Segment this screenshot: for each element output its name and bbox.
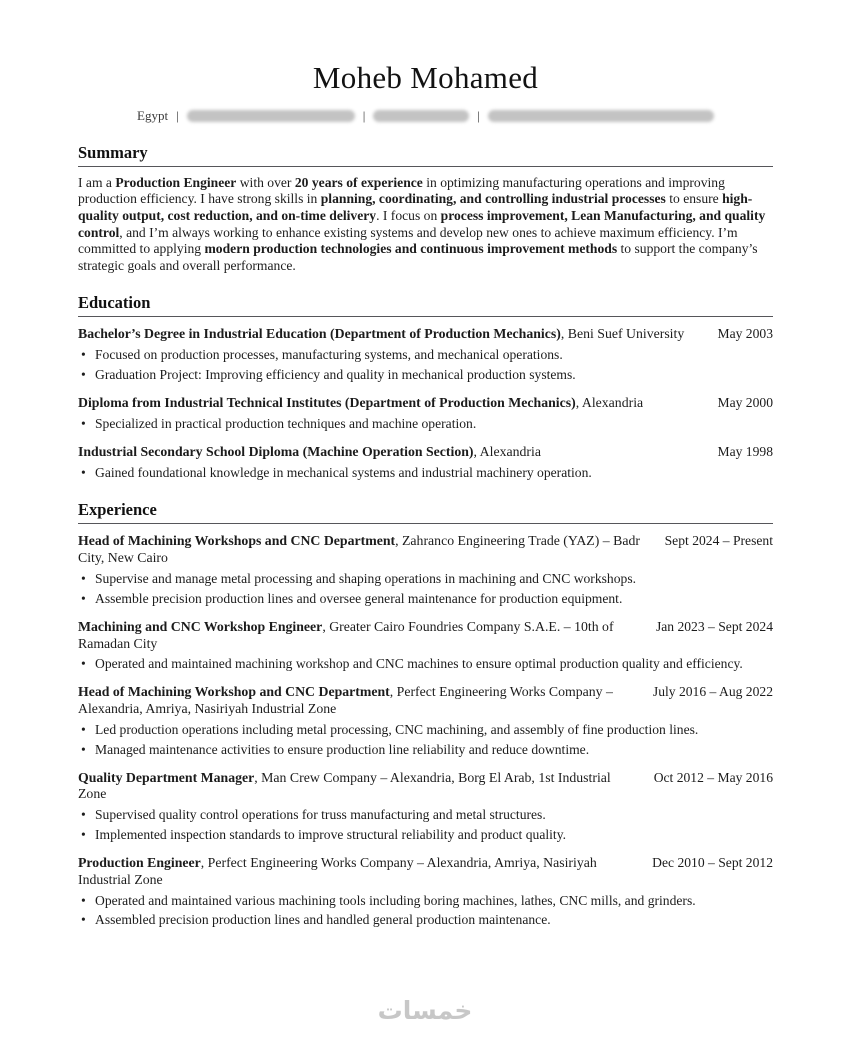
contact-separator: |: [176, 107, 179, 123]
summary-text: . I focus on: [376, 207, 441, 223]
entry-title-bold: Industrial Secondary School Diploma (Machine Operation Section): [78, 443, 474, 459]
entry-date: May 2003: [717, 326, 773, 342]
entry-title: [78, 855, 652, 889]
entry-title-rest: , Alexandria: [575, 395, 644, 410]
summary-text-bold: 20 years of experience: [294, 174, 423, 190]
entry-title-bold: Head of Machining Workshops and CNC Department: [78, 533, 396, 549]
bullet-item: • Assemble precision production lines and oversee general maintenance for production equipment.: [78, 591, 773, 608]
education-entry: [78, 395, 773, 433]
section-heading-education: Education: [78, 293, 773, 317]
entry-bullets: [78, 656, 773, 673]
entry-title-bold: Bachelor’s Degree in Industrial Education (Department of Production Mechanics): [78, 326, 561, 342]
entry-bullets: [78, 893, 773, 930]
bullet-item: • Operated and maintained various machining tools including boring machines, lathes, CNC mills, and grinders.: [78, 893, 773, 910]
entry-title: [78, 533, 665, 567]
entry-header: [78, 770, 773, 804]
entry-title: [78, 326, 717, 343]
entry-date: Jan 2023 – Sept 2024: [655, 618, 773, 634]
page-title: Moheb Mohamed: [312, 60, 539, 95]
experience-entry: [78, 855, 773, 929]
entry-title: [78, 444, 717, 461]
entry-title-rest: , Beni Suef University: [560, 326, 685, 342]
entry-title-rest: , Perfect Engineering Works Company – Alexandria, Amriya, Nasiriyah Industrial Zone: [78, 684, 613, 717]
entry-header: [78, 619, 773, 653]
section-summary: [78, 143, 773, 275]
contact-location: Egypt: [137, 107, 169, 123]
section-heading-summary: Summary: [78, 143, 773, 167]
entry-title-rest: , Zahranco Engineering Trade (YAZ) – Badr City, New Cairo: [78, 533, 640, 566]
entry-title-rest: , Man Crew Company – Alexandria, Borg El Arab, 1st Industrial Zone: [78, 769, 611, 802]
entry-date: Oct 2012 – May 2016: [653, 769, 773, 785]
entry-header: [78, 326, 773, 343]
entry-bullets: [78, 416, 773, 433]
education-entry: [78, 326, 773, 384]
entry-date: Sept 2024 – Present: [664, 533, 773, 549]
section-experience: [78, 500, 773, 929]
entry-header: [78, 533, 773, 567]
summary-text: in optimizing manufacturing operations and improving production efficiency. I have strong skills in: [78, 174, 725, 207]
bullet-item: • Led production operations including metal processing, CNC machining, and assembly of fine production lines.: [78, 722, 773, 739]
entry-title-rest: , Perfect Engineering Works Company – Alexandria, Amriya, Nasiriyah Industrial Zone: [78, 854, 597, 887]
entry-title: [78, 395, 717, 412]
entry-bullets: [78, 807, 773, 844]
entry-header: [78, 395, 773, 412]
summary-text: I am a: [78, 174, 116, 190]
bullet-item: • Graduation Project: Improving efficiency and quality in mechanical production systems.: [78, 367, 773, 384]
entry-title-bold: Production Engineer: [78, 854, 201, 870]
redacted-contact-1: [187, 110, 355, 122]
entry-date: May 2000: [717, 395, 773, 410]
contact-line: [78, 108, 773, 124]
khamsat-watermark: خمسات: [377, 996, 473, 1025]
entry-title: [78, 684, 653, 718]
entry-bullets: [78, 347, 773, 384]
summary-text-bold: planning, coordinating, and controlling industrial processes: [320, 191, 666, 207]
summary-text: to support the company’s strategic goals and overall performance.: [78, 241, 758, 273]
bullet-item: • Focused on production processes, manufacturing systems, and mechanical operations.: [78, 347, 773, 364]
experience-entry: [78, 684, 773, 758]
experience-entry: [78, 770, 773, 844]
summary-text-bold: modern production technologies and continuous improvement methods: [204, 241, 618, 257]
redacted-contact-2: [373, 110, 469, 122]
experience-entry: [78, 619, 773, 674]
entry-bullets: [78, 571, 773, 608]
entry-header: [78, 684, 773, 718]
entry-date: July 2016 – Aug 2022: [652, 684, 773, 700]
section-education: [78, 293, 773, 481]
entry-title-bold: Machining and CNC Workshop Engineer: [78, 618, 323, 634]
education-entry: [78, 444, 773, 482]
experience-entry: [78, 533, 773, 607]
bullet-item: • Assembled precision production lines and handled general production maintenance.: [78, 912, 773, 929]
entry-title-bold: Quality Department Manager: [78, 769, 255, 785]
summary-text: with over: [236, 174, 295, 190]
bullet-item: • Operated and maintained machining workshop and CNC machines to ensure optimal production quality and efficiency.: [78, 656, 773, 673]
entry-title: [78, 619, 656, 653]
bullet-item: • Implemented inspection standards to improve structural reliability and product quality.: [78, 827, 773, 844]
summary-paragraph: [78, 175, 773, 275]
bullet-item: • Supervise and manage metal processing and shaping operations in machining and CNC workshops.: [78, 571, 773, 588]
entry-header: [78, 444, 773, 461]
summary-text-bold: Production Engineer: [115, 174, 237, 190]
entry-date: May 1998: [717, 443, 773, 459]
bullet-item: • Specialized in practical production techniques and machine operation.: [78, 416, 773, 433]
bullet-item: • Managed maintenance activities to ensure production line reliability and reduce downtime.: [78, 742, 773, 759]
summary-text-bold: high-quality output, cost reduction, and on-time delivery: [78, 191, 753, 223]
entry-title: [78, 770, 654, 804]
bullet-item: • Supervised quality control operations for truss manufacturing and metal structures.: [78, 807, 773, 824]
summary-text-bold: process improvement, Lean Manufacturing, and quality control: [78, 207, 766, 240]
entry-date: Dec 2010 – Sept 2012: [652, 854, 773, 870]
summary-text: to ensure: [665, 191, 723, 207]
entry-bullets: [78, 465, 773, 482]
summary-text: , and I’m always working to enhance existing systems and develop new ones to achieve maximum efficiency. I’m committed to applying: [78, 224, 738, 257]
contact-separator: |: [362, 107, 366, 123]
bullet-item: • Gained foundational knowledge in mechanical systems and industrial machinery operation.: [78, 465, 773, 482]
entry-title-bold: Diploma from Industrial Technical Institutes (Department of Production Mechanics): [78, 395, 576, 410]
section-heading-experience: Experience: [78, 500, 773, 524]
entry-title-bold: Head of Machining Workshop and CNC Department: [78, 684, 390, 700]
contact-separator: |: [477, 107, 480, 123]
redacted-contact-3: [488, 110, 714, 122]
entry-header: [78, 855, 773, 889]
entry-title-rest: , Greater Cairo Foundries Company S.A.E. – 10th of Ramadan City: [78, 618, 614, 651]
entry-title-rest: , Alexandria: [473, 443, 541, 459]
entry-bullets: [78, 722, 773, 759]
